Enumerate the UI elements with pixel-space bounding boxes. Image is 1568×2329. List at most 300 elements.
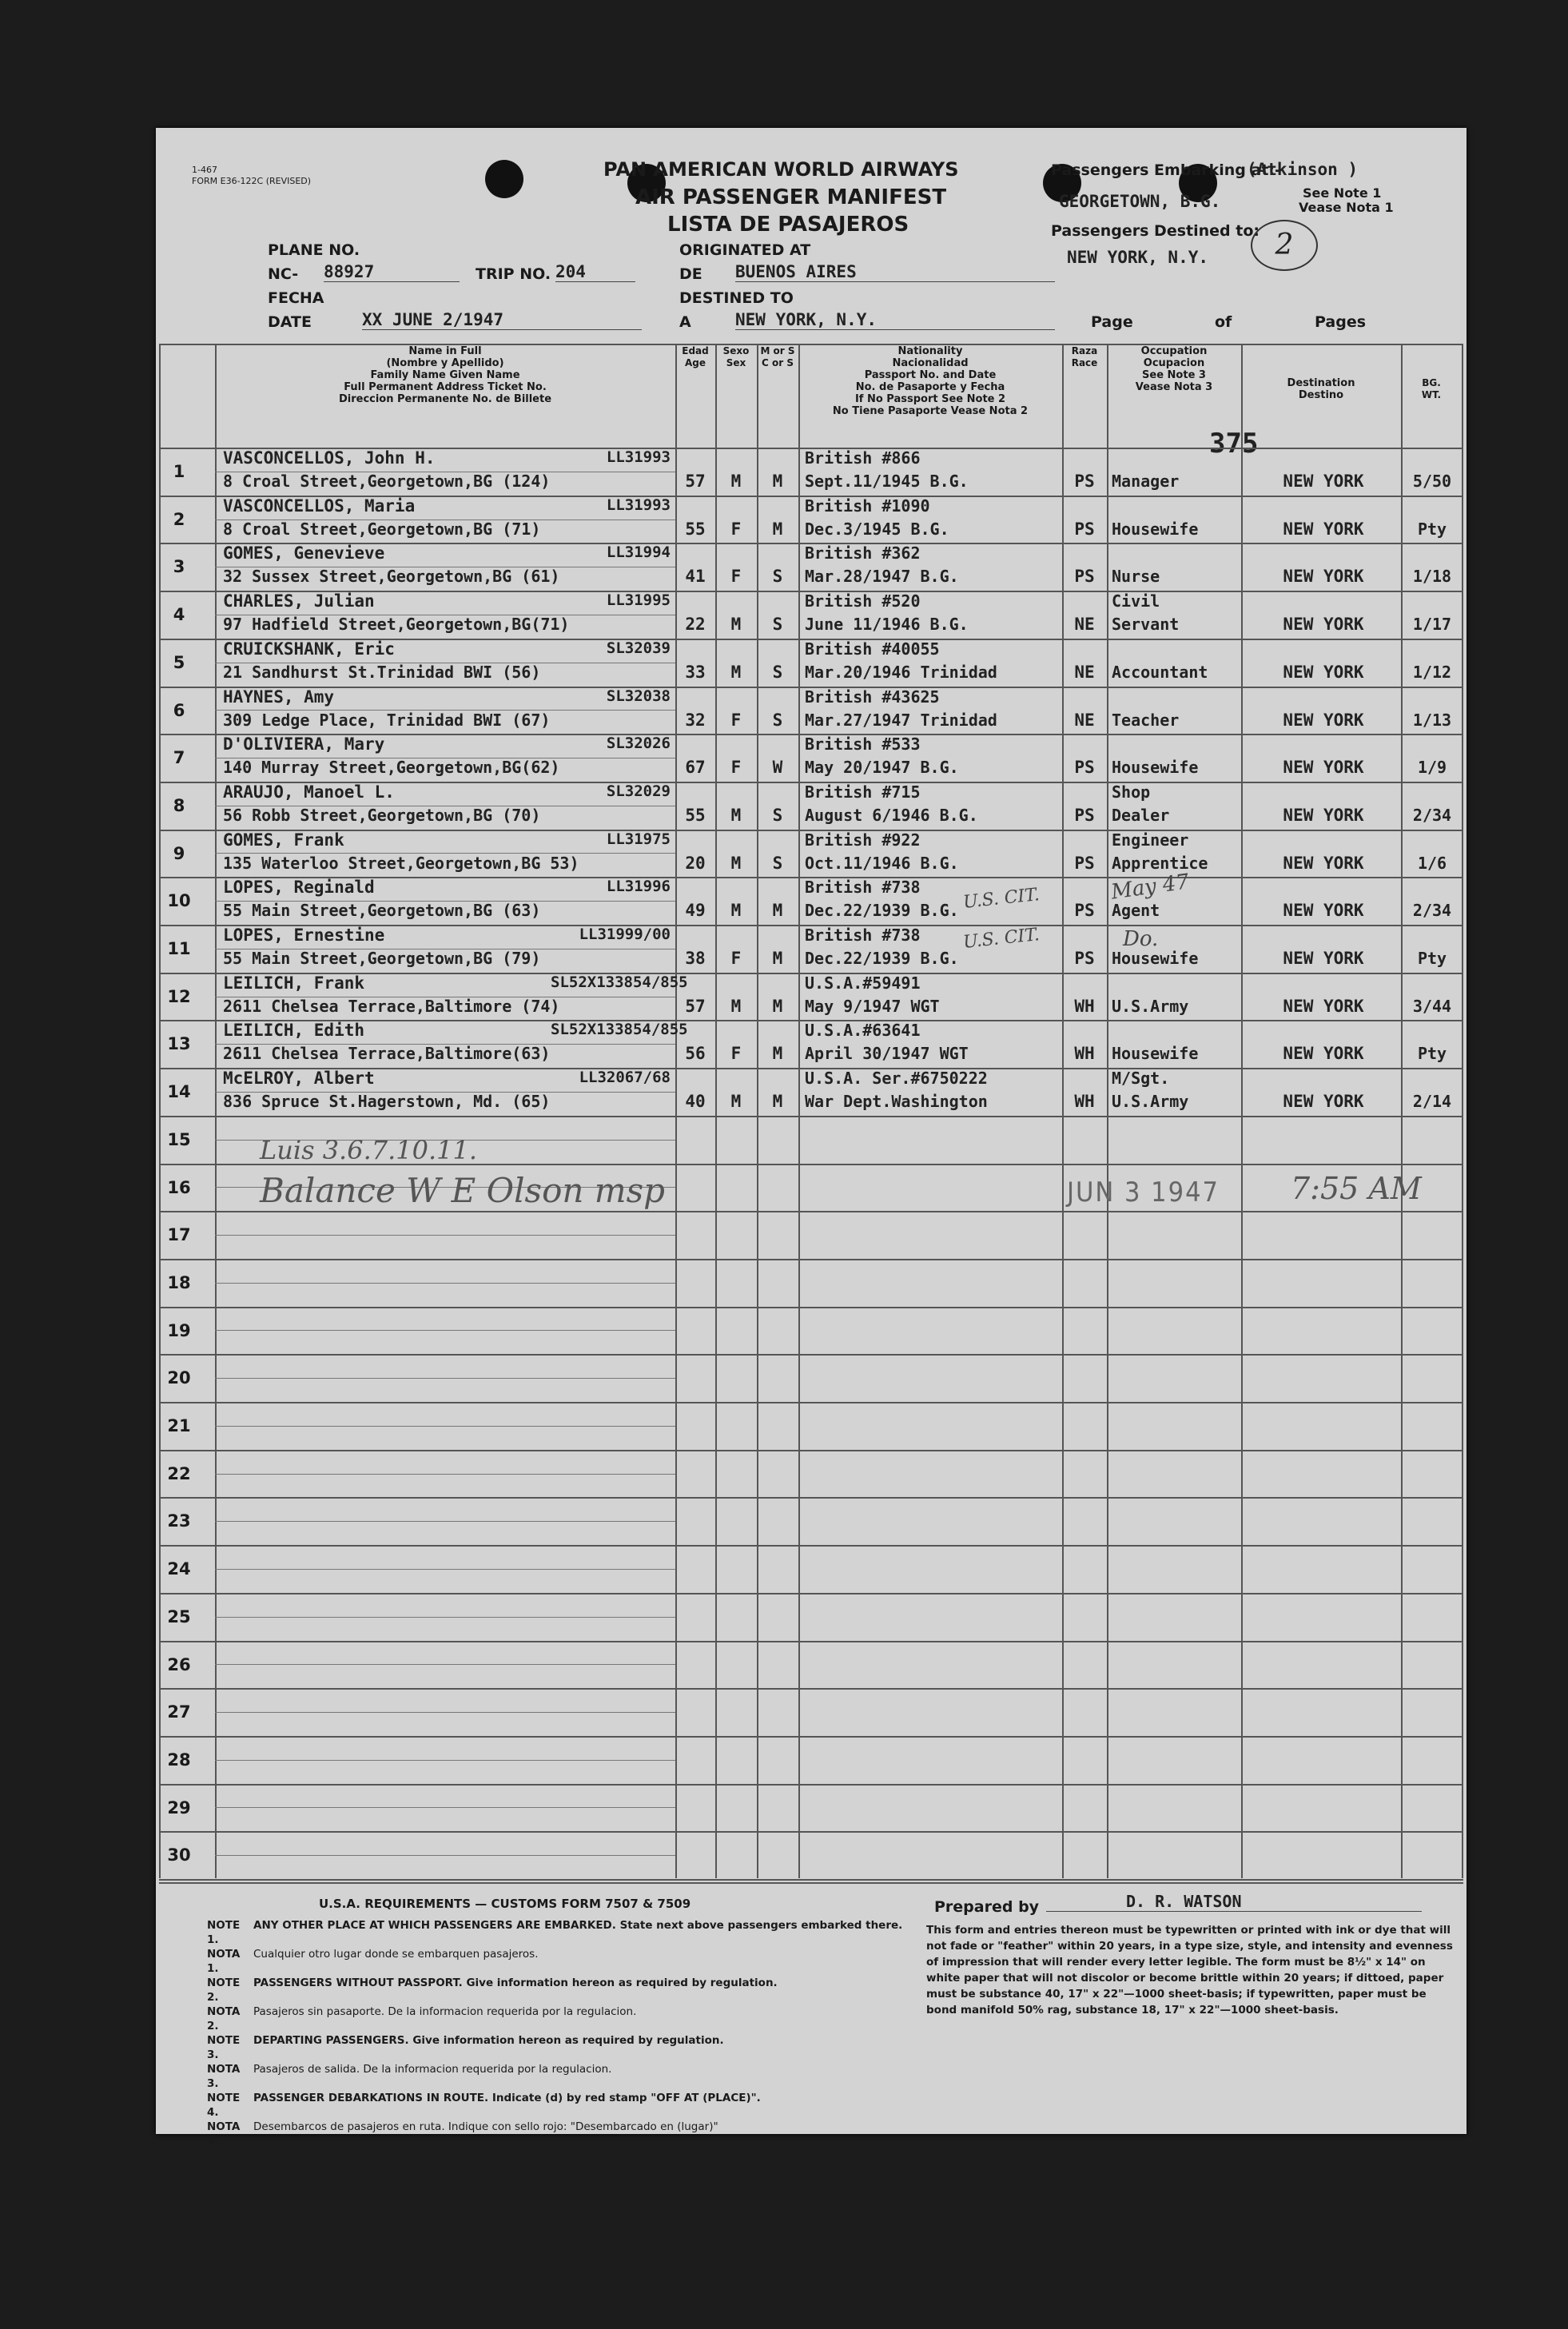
note-text: Pasajeros de salida. De la informacion requerida por la regulacion.: [253, 2063, 612, 2076]
occupation: U.S.Army: [1112, 996, 1189, 1016]
passenger-marital: S: [772, 567, 783, 587]
note-text: PASSENGERS WITHOUT PASSPORT. Give information hereon as required by regulation.: [253, 1977, 778, 1989]
occupation: Housewife: [1112, 519, 1199, 539]
fecha-label: FECHA: [268, 289, 324, 307]
baggage-weight: 1/18: [1412, 567, 1452, 587]
row-number: 3: [173, 557, 185, 577]
passenger-address: 309 Ledge Place, Trinidad BWI (67): [223, 710, 551, 730]
row-rule: [159, 1688, 1463, 1690]
note-item: [207, 1918, 1006, 1947]
passport-date: Dec.22/1939 B.G.: [805, 901, 959, 921]
passenger-sex: F: [730, 758, 742, 778]
passenger-age: 55: [685, 519, 706, 539]
passport-number: British #715: [805, 782, 921, 802]
col-rule: [1462, 344, 1463, 1878]
baggage-weight: 3/44: [1412, 996, 1452, 1016]
note-item: [207, 2033, 1006, 2062]
occupation: Accountant: [1112, 662, 1208, 682]
row-rule: [159, 1116, 1463, 1117]
occupation: Teacher: [1112, 710, 1180, 730]
passenger-age: 41: [685, 567, 706, 587]
passenger-name: GOMES, Frank: [223, 830, 344, 850]
row-number: 15: [167, 1129, 191, 1149]
note-item: [207, 1976, 1006, 2005]
passenger-marital: M: [772, 996, 783, 1016]
occupation-line-1: Civil: [1112, 591, 1160, 611]
passport-number: U.S.A.#63641: [805, 1021, 921, 1041]
handwritten-may-47: May 47: [1109, 870, 1191, 905]
passenger-address: 56 Robb Street,Georgetown,BG (70): [223, 805, 541, 825]
row-half-rule: [215, 1235, 675, 1236]
passenger-marital: M: [772, 901, 783, 921]
row-number: 12: [167, 986, 191, 1006]
header-race: Raza Race: [1071, 345, 1098, 368]
passenger-address: 97 Hadfield Street,Georgetown,BG(71): [223, 615, 570, 635]
row-rule: [159, 1593, 1463, 1594]
passenger-marital: S: [772, 710, 783, 730]
row-rule: [159, 1450, 1463, 1451]
occupation: Housewife: [1112, 1044, 1199, 1064]
ticket-number: SL32038: [606, 687, 671, 705]
date-value: XX JUNE 2/1947: [362, 310, 642, 330]
passport-date: Dec.3/1945 B.G.: [805, 519, 949, 539]
passenger-age: 38: [685, 949, 706, 968]
row-number: 4: [173, 605, 185, 625]
destination: NEW YORK: [1283, 853, 1364, 873]
passenger-age: 22: [685, 615, 706, 635]
row-rule: [159, 1307, 1463, 1308]
passport-number: British #866: [805, 448, 921, 468]
note-item: [207, 2062, 1006, 2091]
baggage-weight: 1/6: [1417, 853, 1447, 873]
destined-value: NEW YORK, N.Y.: [1067, 248, 1209, 267]
passenger-race: PS: [1074, 901, 1095, 921]
prepared-by-label: Prepared by: [934, 1898, 1040, 1916]
note-key: NOTA 3.: [207, 2063, 241, 2090]
passport-number: British #922: [805, 830, 921, 850]
passenger-name: LEILICH, Frank: [223, 973, 365, 993]
passport-date: June 11/1946 B.G.: [805, 615, 969, 635]
note-text: ANY OTHER PLACE AT WHICH PASSENGERS ARE EMBARKED. State next above passengers embarked there.: [253, 1919, 903, 1932]
passenger-name: CHARLES, Julian: [223, 591, 375, 611]
note-text: Cualquier otro lugar donde se embarquen pasajeros.: [253, 1948, 539, 1961]
vease-nota-1: Vease Nota 1: [1299, 200, 1394, 215]
passenger-address: 2611 Chelsea Terrace,Baltimore (74): [223, 996, 560, 1016]
note-text: PASSENGER DEBARKATIONS IN ROUTE. Indicate (d) by red stamp "OFF AT (PLACE)".: [253, 2092, 761, 2104]
destination-value: NEW YORK, N.Y.: [735, 310, 1055, 330]
destination: NEW YORK: [1283, 567, 1364, 587]
handwritten-balance: Balance W E Olson msp: [260, 1171, 666, 1210]
destination: NEW YORK: [1283, 805, 1364, 825]
note-key: NOTA 2.: [207, 2005, 241, 2032]
note-item: [207, 2005, 1006, 2033]
footer: [159, 1882, 1463, 2148]
passenger-sex: M: [730, 901, 742, 921]
passenger-race: PS: [1074, 853, 1095, 873]
row-number: 20: [167, 1368, 191, 1388]
passport-number: British #1090: [805, 496, 930, 516]
row-rule: [159, 1545, 1463, 1547]
handwritten-us-cit: U.S. CIT.: [961, 885, 1041, 913]
stamp-number: 375: [1209, 428, 1259, 460]
passenger-age: 32: [685, 710, 706, 730]
row-number: 27: [167, 1702, 191, 1722]
destined-circled-mark: 2: [1251, 220, 1318, 271]
passenger-sex: M: [730, 853, 742, 873]
ticket-number: LL31996: [606, 878, 671, 896]
baggage-weight: 1/17: [1412, 615, 1452, 635]
passenger-marital: S: [772, 615, 783, 635]
destination: NEW YORK: [1283, 662, 1364, 682]
baggage-weight: Pty: [1417, 1044, 1447, 1064]
passenger-age: 33: [685, 662, 706, 682]
baggage-weight: 2/34: [1412, 901, 1452, 921]
passenger-name: VASCONCELLOS, John H.: [223, 448, 436, 468]
ticket-number: LL32067/68: [579, 1069, 671, 1087]
destination: NEW YORK: [1283, 949, 1364, 968]
passenger-marital: S: [772, 853, 783, 873]
nc-value: 88927: [324, 262, 460, 282]
note-key: NOTE 4.: [207, 2092, 241, 2119]
occupation: Housewife: [1112, 758, 1199, 778]
note-key: NOTA 4.: [207, 2120, 241, 2148]
passenger-address: 836 Spruce St.Hagerstown, Md. (65): [223, 1092, 551, 1112]
occupation-line-1: Engineer: [1112, 830, 1189, 850]
row-half-rule: [215, 1474, 675, 1475]
passenger-address: 55 Main Street,Georgetown,BG (63): [223, 901, 541, 921]
footer-rule: [159, 1882, 1463, 1884]
row-half-rule: [215, 1426, 675, 1427]
embarking-value: GEORGETOWN, B.G.: [1059, 192, 1221, 211]
row-number: 5: [173, 652, 185, 672]
destination: NEW YORK: [1283, 472, 1364, 491]
header-nationality: Nationality Nacionalidad Passport No. and Date No. de Pasaporte y Fecha If No Passport See Note 2 No Tiene Pasaporte Vease Nota 2: [832, 345, 1029, 417]
date-stamp: JUN 3 1947: [1067, 1176, 1220, 1208]
row-number: 14: [167, 1082, 191, 1102]
occupation-line-1: M/Sgt.: [1112, 1069, 1170, 1089]
row-half-rule: [215, 1760, 675, 1761]
passport-date: Oct.11/1946 B.G.: [805, 853, 959, 873]
note-key: NOTA 1.: [207, 1948, 241, 1975]
row-half-rule: [215, 1521, 675, 1522]
row-half-rule: [215, 1664, 675, 1665]
row-rule: [159, 1211, 1463, 1212]
col-rule: [1107, 344, 1108, 1878]
passenger-sex: F: [730, 519, 742, 539]
header-occupation: Occupation Ocupacion See Note 3 Vease Nota 3: [1135, 345, 1213, 393]
passport-number: British #520: [805, 591, 921, 611]
row-half-rule: [215, 1807, 675, 1808]
embarking-handwritten: (Atkinson ): [1247, 160, 1359, 179]
passenger-sex: F: [730, 1044, 742, 1064]
occupation-line-1: Shop: [1112, 782, 1151, 802]
prepared-by-value: D. R. WATSON: [1046, 1892, 1422, 1912]
passenger-sex: M: [730, 805, 742, 825]
passport-date: May 20/1947 B.G.: [805, 758, 959, 778]
passenger-sex: M: [730, 996, 742, 1016]
passport-date: Mar.27/1947 Trinidad: [805, 710, 997, 730]
passport-date: Mar.20/1946 Trinidad: [805, 662, 997, 682]
airline-name: PAN AMERICAN WORLD AIRWAYS: [603, 158, 959, 181]
passenger-marital: S: [772, 805, 783, 825]
baggage-weight: Pty: [1417, 949, 1447, 968]
date-label: DATE: [268, 313, 312, 331]
row-number: 18: [167, 1272, 191, 1292]
row-rule: [159, 1402, 1463, 1403]
page-label: Page: [1091, 313, 1133, 331]
passport-date: Mar.28/1947 B.G.: [805, 567, 959, 587]
occupation: Dealer: [1112, 805, 1170, 825]
baggage-weight: Pty: [1417, 519, 1447, 539]
passenger-name: HAYNES, Amy: [223, 687, 335, 707]
row-number: 30: [167, 1845, 191, 1865]
row-number: 10: [167, 891, 191, 911]
passenger-address: 8 Croal Street,Georgetown,BG (71): [223, 519, 541, 539]
note-key: NOTE 2.: [207, 1977, 241, 2004]
form-number: 1-467: [192, 165, 217, 175]
passenger-name: LOPES, Reginald: [223, 878, 375, 898]
passport-number: U.S.A.#59491: [805, 973, 921, 993]
occupation: Servant: [1112, 615, 1180, 635]
nc-label: NC-: [268, 265, 299, 283]
note-item: [207, 2120, 1006, 2148]
passport-number: U.S.A. Ser.#6750222: [805, 1069, 988, 1089]
ticket-number: SL52X133854/855: [551, 973, 688, 991]
row-number: 2: [173, 509, 185, 529]
passenger-marital: M: [772, 949, 783, 968]
row-number: 6: [173, 700, 185, 720]
passenger-race: NE: [1074, 662, 1095, 682]
passenger-race: PS: [1074, 949, 1095, 968]
passenger-age: 67: [685, 758, 706, 778]
passenger-sex: F: [730, 567, 742, 587]
passenger-race: PS: [1074, 758, 1095, 778]
occupation: Nurse: [1112, 567, 1160, 587]
ticket-number: SL32026: [606, 735, 671, 753]
row-number: 11: [167, 939, 191, 958]
ticket-number: LL31975: [606, 830, 671, 848]
passenger-age: 55: [685, 805, 706, 825]
passenger-race: NE: [1074, 710, 1095, 730]
see-note-1: See Note 1: [1303, 185, 1382, 201]
ticket-number: LL31993: [606, 448, 671, 466]
ticket-number: LL31999/00: [579, 926, 671, 943]
header-bg-wt: BG. WT.: [1421, 377, 1442, 400]
row-number: 8: [173, 795, 185, 815]
passenger-name: LEILICH, Edith: [223, 1021, 365, 1041]
passenger-race: WH: [1074, 1044, 1095, 1064]
passport-date: War Dept.Washington: [805, 1092, 988, 1112]
passenger-race: PS: [1074, 519, 1095, 539]
row-rule: [159, 1641, 1463, 1642]
passport-number: British #738: [805, 878, 921, 898]
trip-value: 204: [555, 262, 635, 282]
passenger-race: WH: [1074, 1092, 1095, 1112]
destination: NEW YORK: [1283, 758, 1364, 778]
row-half-rule: [215, 1617, 675, 1618]
header-marital: M or S C or S: [760, 345, 795, 368]
passenger-race: PS: [1074, 472, 1095, 491]
ticket-number: LL31994: [606, 543, 671, 562]
passenger-age: 57: [685, 472, 706, 491]
pages-label: Pages: [1315, 313, 1367, 331]
passenger-marital: M: [772, 519, 783, 539]
notes-list: [207, 1918, 1006, 2148]
a-label: A: [679, 313, 691, 331]
note-key: NOTE 1.: [207, 1919, 241, 1946]
form-code: FORM E36-122C (REVISED): [192, 176, 312, 186]
passport-date: August 6/1946 B.G.: [805, 805, 978, 825]
row-half-rule: [215, 1569, 675, 1570]
destination: NEW YORK: [1283, 519, 1364, 539]
destination: NEW YORK: [1283, 996, 1364, 1016]
passport-number: British #362: [805, 543, 921, 563]
header-name: Name in Full (Nombre y Apellido) Family Name Given Name Full Permanent Address Ticket No. Direccion Permanente No. de Billete: [338, 345, 552, 405]
passenger-sex: F: [730, 949, 742, 968]
origin-value: BUENOS AIRES: [735, 262, 1055, 282]
passenger-address: 8 Croal Street,Georgetown,BG (124): [223, 472, 551, 491]
passenger-marital: S: [772, 662, 783, 682]
passenger-address: 32 Sussex Street,Georgetown,BG (61): [223, 567, 560, 587]
row-half-rule: [215, 1378, 675, 1379]
passenger-sex: M: [730, 472, 742, 491]
row-number: 24: [167, 1559, 191, 1579]
trip-label: TRIP NO.: [476, 265, 551, 283]
de-label: DE: [679, 265, 702, 283]
note-item: [207, 2091, 1006, 2120]
passenger-marital: M: [772, 1092, 783, 1112]
baggage-weight: 5/50: [1412, 472, 1452, 491]
row-number: 17: [167, 1225, 191, 1245]
row-number: 28: [167, 1750, 191, 1770]
row-half-rule: [215, 1855, 675, 1856]
row-number: 25: [167, 1606, 191, 1626]
occupation: Manager: [1112, 472, 1180, 491]
row-rule: [159, 1879, 1463, 1881]
baggage-weight: 2/14: [1412, 1092, 1452, 1112]
row-number: 29: [167, 1798, 191, 1817]
passenger-name: D'OLIVIERA, Mary: [223, 735, 385, 754]
passenger-sex: M: [730, 615, 742, 635]
row-number: 9: [173, 843, 185, 863]
row-number: 19: [167, 1320, 191, 1340]
ticket-number: SL52X133854/855: [551, 1021, 688, 1039]
of-label: of: [1215, 313, 1232, 331]
passenger-name: McELROY, Albert: [223, 1069, 375, 1089]
footer-title: U.S.A. REQUIREMENTS — CUSTOMS FORM 7507 & 7509: [319, 1897, 691, 1911]
passenger-address: 2611 Chelsea Terrace,Baltimore(63): [223, 1044, 551, 1064]
row-number: 23: [167, 1511, 191, 1531]
note-text: Pasajeros sin pasaporte. De la informacion requerida por la regulacion.: [253, 2005, 637, 2018]
destined-label: Passengers Destined to:: [1051, 222, 1260, 240]
plane-no-label: PLANE NO.: [268, 241, 360, 259]
punch-hole: [485, 160, 523, 198]
passenger-race: WH: [1074, 996, 1095, 1016]
note-text: DEPARTING PASSENGERS. Give information hereon as required by regulation.: [253, 2034, 724, 2047]
baggage-weight: 1/9: [1417, 758, 1447, 778]
passenger-name: ARAUJO, Manoel L.: [223, 782, 395, 802]
col-rule: [215, 344, 217, 1878]
passenger-race: NE: [1074, 615, 1095, 635]
destination: NEW YORK: [1283, 1044, 1364, 1064]
passenger-address: 140 Murray Street,Georgetown,BG(62): [223, 758, 560, 778]
ticket-number: SL32029: [606, 782, 671, 800]
manifest-sheet: [156, 128, 1467, 2148]
passenger-sex: M: [730, 662, 742, 682]
occupation: Agent: [1112, 901, 1160, 921]
passenger-address: 21 Sandhurst St.Trinidad BWI (56): [223, 662, 541, 682]
destined-to-label: DESTINED TO: [679, 289, 794, 307]
destination: NEW YORK: [1283, 901, 1364, 921]
row-rule: [159, 1497, 1463, 1499]
manifest-title-es: LISTA DE PASAJEROS: [667, 213, 909, 237]
form-specification-text: This form and entries thereon must be typewritten or printed with ink or dye that will not fade or "feather" within 20 years, in a type size, style, and intensity and evenness of impression that will render every letter legible. The form must be 8½" x 14" on white paper that will not discolor or become brittle within 20 years; if dittoed, paper must be substance 40, 17" x 22"—1000 sheet-basis; if typewritten, paper must be bond manifold 50% rag, substance 18, 17" x 22"—1000 sheet-basis.: [926, 1924, 1453, 2016]
ticket-number: LL31993: [606, 496, 671, 514]
passport-number: British #43625: [805, 687, 940, 707]
occupation: U.S.Army: [1112, 1092, 1189, 1112]
destination: NEW YORK: [1283, 1092, 1364, 1112]
row-number: 13: [167, 1034, 191, 1054]
passenger-age: 20: [685, 853, 706, 873]
passport-date: Dec.22/1939 B.G.: [805, 949, 959, 968]
row-rule: [159, 1736, 1463, 1738]
row-half-rule: [215, 1283, 675, 1284]
row-number: 1: [173, 462, 185, 481]
row-half-rule: [215, 1712, 675, 1713]
col-rule: [798, 344, 800, 1878]
note-text: Desembarcos de pasajeros en ruta. Indique con sello rojo: "Desembarcado en (lugar)": [253, 2120, 718, 2133]
destination: NEW YORK: [1283, 710, 1364, 730]
originated-label: ORIGINATED AT: [679, 241, 811, 259]
passenger-age: 49: [685, 901, 706, 921]
passenger-age: 57: [685, 996, 706, 1016]
ticket-number: SL32039: [606, 639, 671, 657]
passenger-age: 40: [685, 1092, 706, 1112]
note-key: NOTE 3.: [207, 2034, 241, 2061]
destination: NEW YORK: [1283, 615, 1364, 635]
passenger-address: 55 Main Street,Georgetown,BG (79): [223, 949, 541, 968]
baggage-weight: 1/13: [1412, 710, 1452, 730]
row-rule: [159, 1831, 1463, 1833]
row-rule: [159, 1259, 1463, 1260]
passenger-name: GOMES, Genevieve: [223, 543, 385, 563]
row-number: 26: [167, 1654, 191, 1674]
embarking-label: Passengers Embarking at:-: [1051, 161, 1281, 179]
passenger-race: PS: [1074, 805, 1095, 825]
passenger-address: 135 Waterloo Street,Georgetown,BG 53): [223, 853, 579, 873]
passenger-table: [159, 344, 1463, 1878]
occupation: Apprentice: [1112, 853, 1208, 873]
row-half-rule: [215, 1330, 675, 1331]
passport-date: May 9/1947 WGT: [805, 996, 940, 1016]
passport-date: Sept.11/1945 B.G.: [805, 472, 969, 491]
baggage-weight: 2/34: [1412, 805, 1452, 825]
passenger-name: CRUICKSHANK, Eric: [223, 639, 395, 659]
passport-number: British #738: [805, 926, 921, 945]
manifest-title: AIR PASSENGER MANIFEST: [635, 185, 947, 209]
passport-number: British #40055: [805, 639, 940, 659]
passenger-race: PS: [1074, 567, 1095, 587]
passport-number: British #533: [805, 735, 921, 754]
col-rule: [1241, 344, 1243, 1878]
handwritten-time: 7:55 AM: [1291, 1171, 1422, 1206]
header-sex: Sexo Sex: [722, 345, 750, 368]
row-rule: [159, 1784, 1463, 1786]
passenger-marital: W: [772, 758, 783, 778]
header-destination: Destination Destino: [1287, 377, 1355, 401]
note-item: [207, 1947, 1006, 1976]
passenger-age: 56: [685, 1044, 706, 1064]
